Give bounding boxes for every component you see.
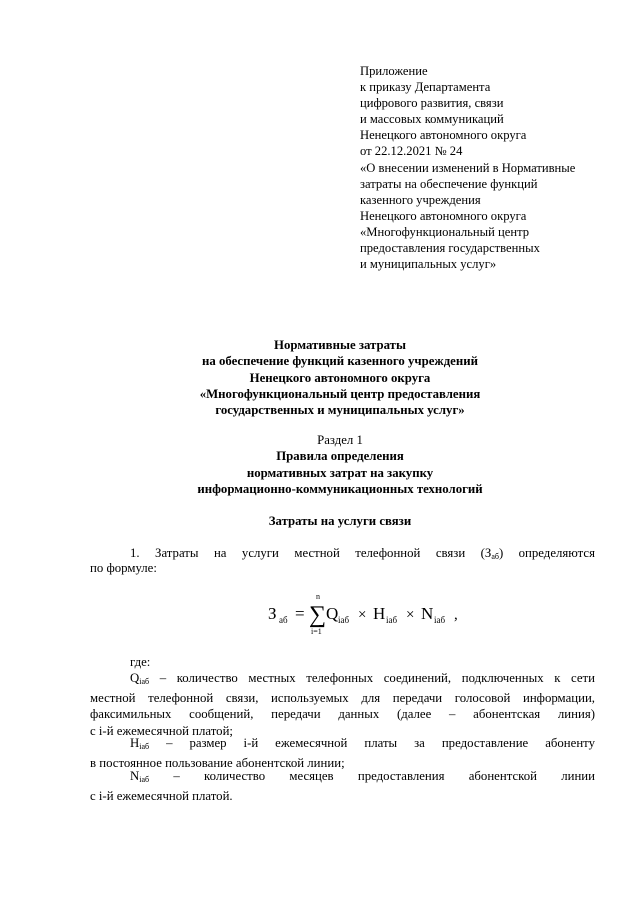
where-label: где: <box>130 655 151 669</box>
formula-times-2: × <box>406 607 415 623</box>
section-header <box>90 432 590 497</box>
appendix-line: и муниципальных услуг» <box>360 257 497 272</box>
section-heading-line: информационно-коммуникационных технологий <box>197 481 483 496</box>
appendix-line: к приказу Департамента <box>360 80 491 95</box>
appendix-block <box>360 63 620 272</box>
formula-comma: , <box>454 607 458 623</box>
appendix-line: цифрового развития, связи <box>360 96 504 111</box>
formula-sum-top: n <box>316 592 320 601</box>
formula-q-sub: iаб <box>338 615 350 625</box>
paragraph-1-line-1: 1. Затраты на услуги местной телефонной связи $(З_{аб})$ определяются <box>130 546 595 561</box>
definition-q: $Q_{iаб}$ – количество местных телефонных соединений, подключенных к сети местной телефонной связи, используемых для передачи голосовой информации, факсимильных сообщений, передачи данных (далее – абонентская линия) с i-й ежемесячной платой; <box>90 671 595 738</box>
appendix-line: от 22.12.2021 № 24 <box>360 144 463 159</box>
formula-h: H <box>373 604 386 623</box>
appendix-line: Приложение <box>360 64 428 78</box>
formula-h-sub: iаб <box>386 615 398 625</box>
formula-sum-bottom: i=1 <box>311 627 322 636</box>
formula-lhs-sub: аб <box>279 615 288 625</box>
appendix-line: Ненецкого автономного округа <box>360 128 527 143</box>
section-label: Раздел 1 <box>317 433 363 447</box>
appendix-line: и массовых коммуникаций <box>360 112 504 127</box>
formula-q: Q <box>326 604 339 623</box>
formula-n-sub: iаб <box>434 615 446 625</box>
paragraph-1-line-2: по формуле: <box>90 561 157 575</box>
appendix-line: казенного учреждения <box>360 192 481 207</box>
subheading: Затраты на услуги связи <box>268 514 412 528</box>
definition-h: $H_{iаб}$ – размер i-й ежемесячной платы за предоставление абоненту в постоянное пользование абонентской линии; <box>90 736 595 771</box>
section-heading-line: нормативных затрат на закупку <box>246 465 434 480</box>
document-title <box>90 337 590 418</box>
appendix-line: «О внесении изменений в Нормативные <box>360 160 576 175</box>
title-line: Ненецкого автономного округа <box>249 370 431 385</box>
formula-equals: = <box>295 604 305 623</box>
appendix-line: предоставления государственных <box>360 241 540 256</box>
formula-times-1: × <box>358 607 367 623</box>
formula-lhs: З <box>268 604 277 623</box>
title-line: государственных и муниципальных услуг» <box>215 403 465 418</box>
title-line: Нормативные затраты <box>274 338 406 352</box>
formula-sigma: ∑ <box>309 602 327 628</box>
title-line: на обеспечение функций казенного учреждений <box>202 354 478 369</box>
cost-formula <box>268 590 488 640</box>
formula-n: N <box>421 604 434 623</box>
title-line: «Многофункциональный центр предоставления <box>199 386 481 401</box>
appendix-line: затраты на обеспечение функций <box>360 176 538 191</box>
appendix-line: Ненецкого автономного округа <box>360 208 527 223</box>
appendix-line: «Многофункциональный центр <box>360 224 530 239</box>
definition-n: $N_{iаб}$ – количество месяцев предоставления абонентской линии с i-й ежемесячной платой. <box>90 769 595 804</box>
section-heading-line: Правила определения <box>276 449 404 464</box>
